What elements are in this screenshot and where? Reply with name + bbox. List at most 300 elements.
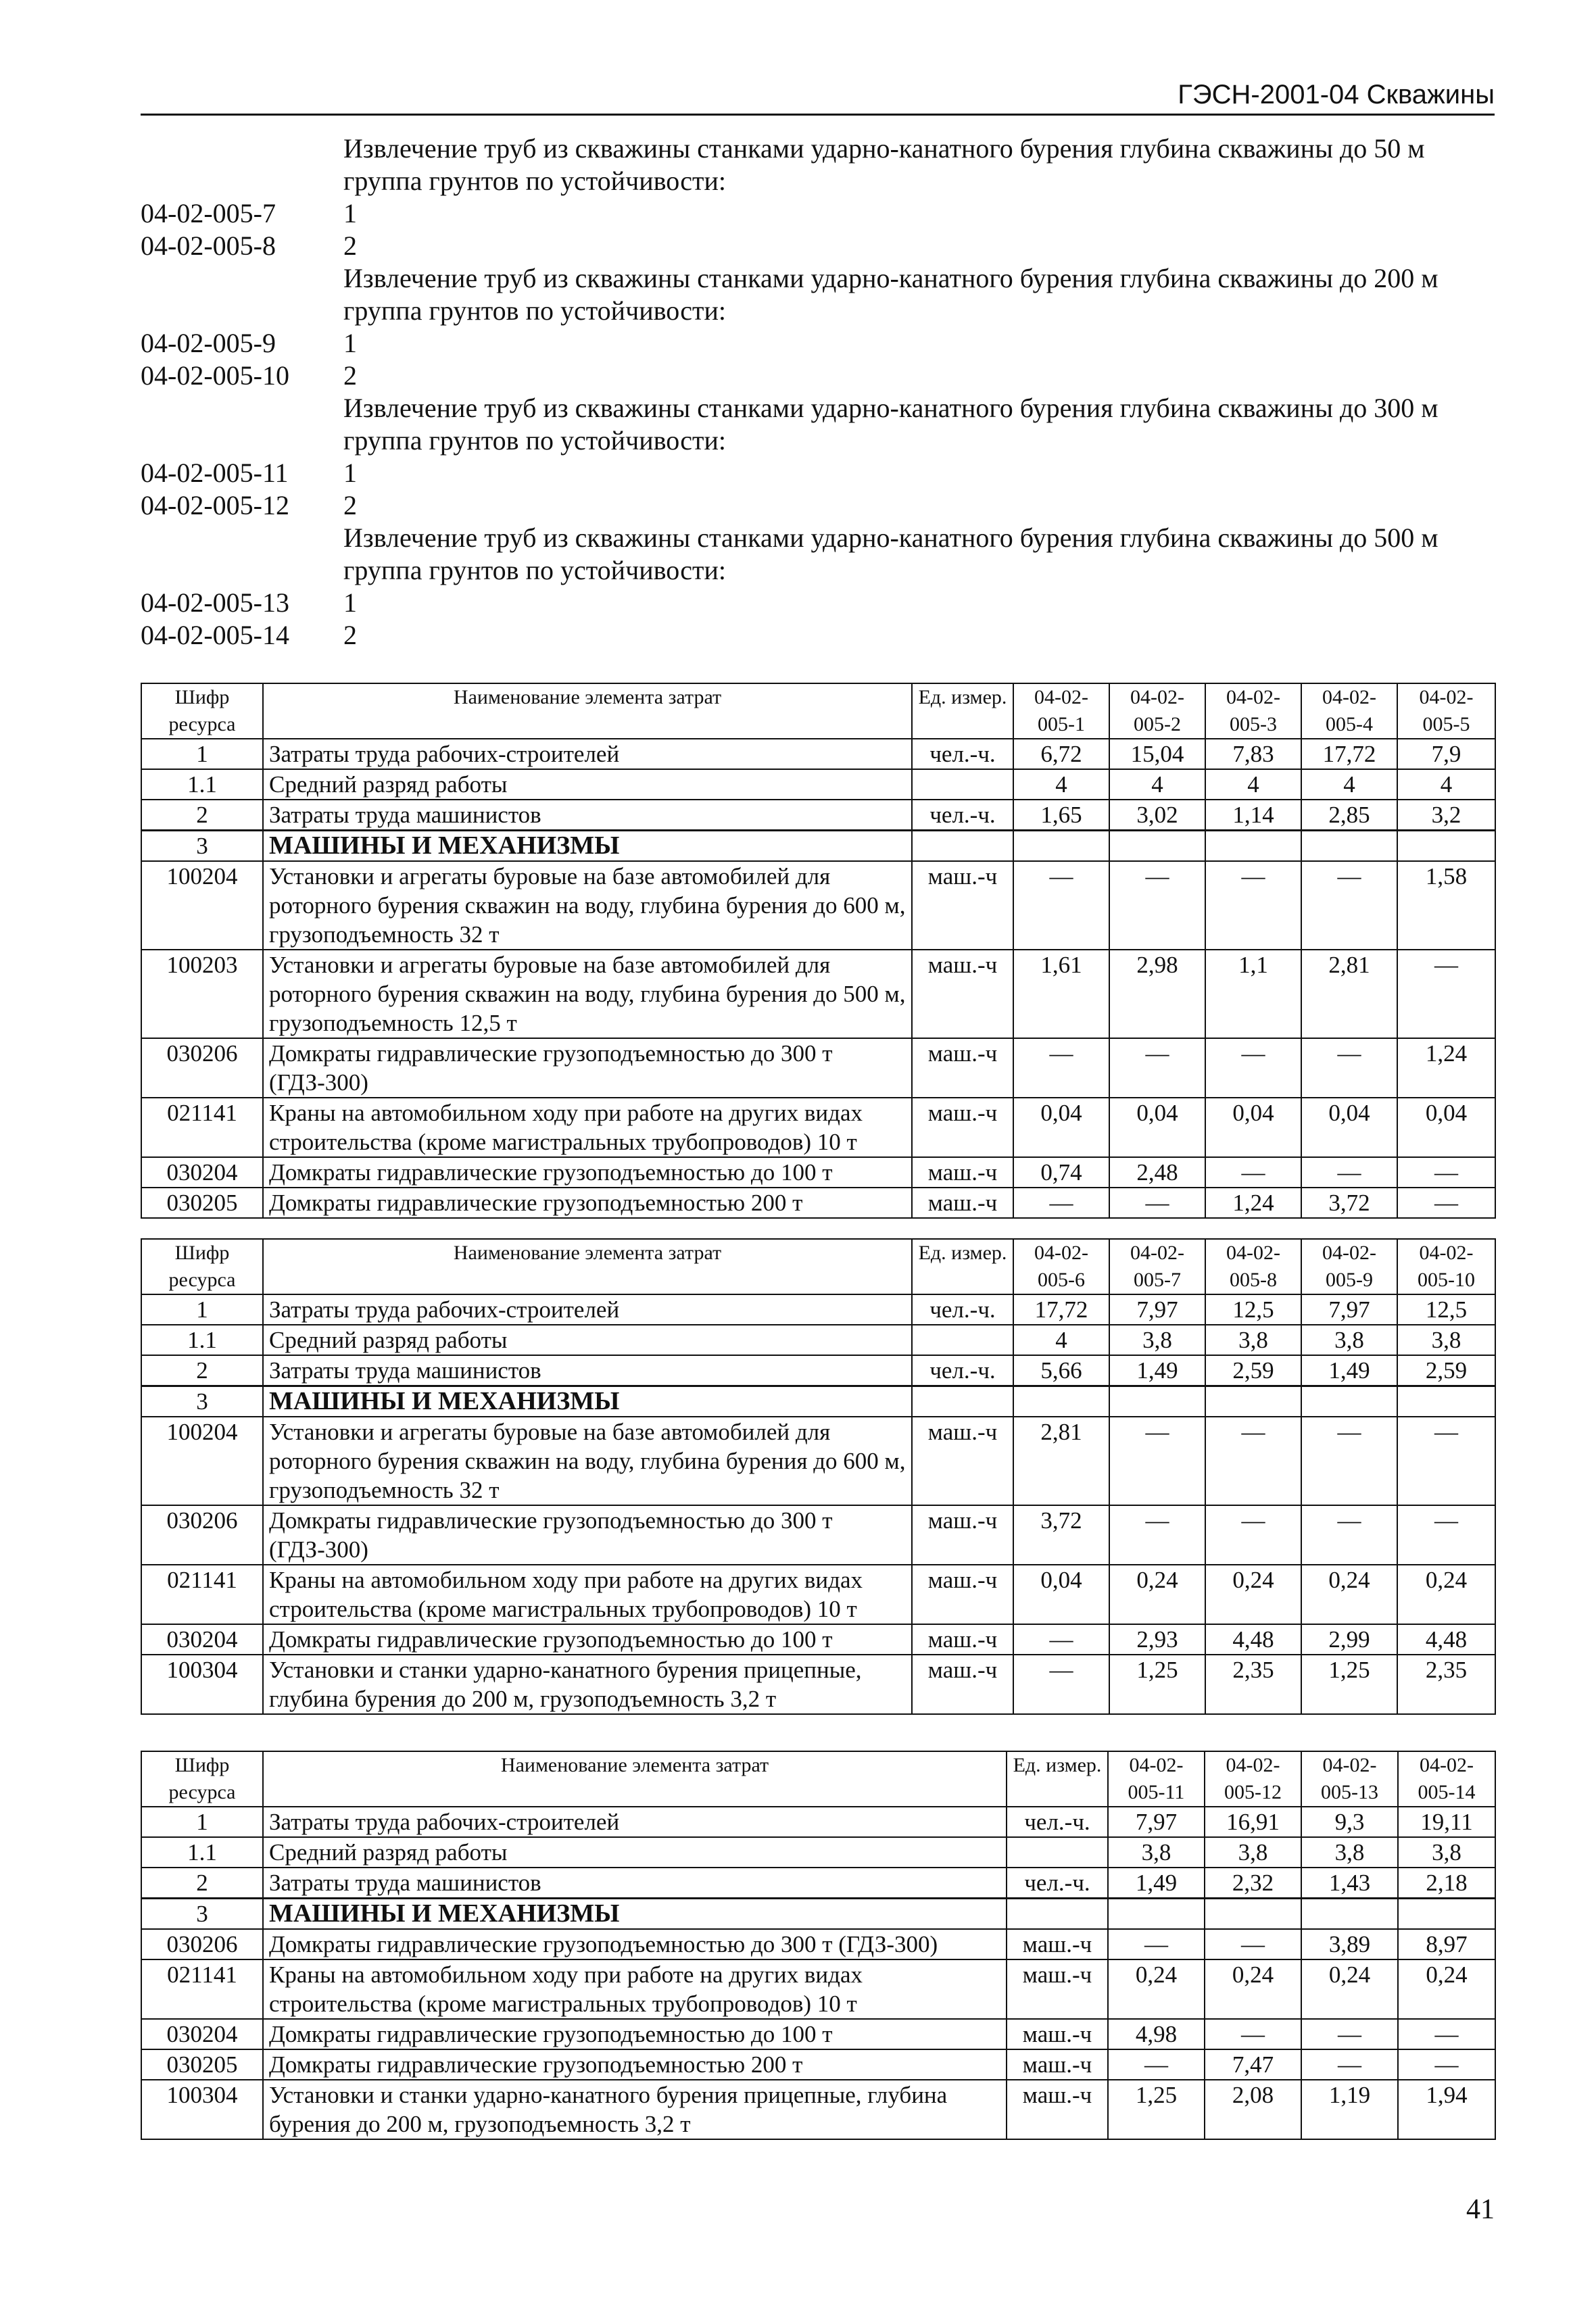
header-col: 04-02-005-14 xyxy=(1398,1751,1495,1807)
value-cell: 17,72 xyxy=(1013,1294,1109,1325)
value-cell: 0,24 xyxy=(1108,1959,1205,2019)
value-cell xyxy=(1013,831,1109,862)
resource-name: Затраты труда машинистов xyxy=(263,1355,912,1386)
table-row xyxy=(141,1929,1495,1959)
value-cell xyxy=(1397,1386,1495,1417)
resource-name: Домкраты гидравлические грузоподъемностью до 100 т xyxy=(263,1624,912,1655)
table-row xyxy=(141,1868,1495,1899)
value-cell: 2,99 xyxy=(1301,1624,1397,1655)
table-row xyxy=(141,1325,1495,1355)
resource-name: Краны на автомобильном ходу при работе на других видах строительства (кроме магистральных трубопроводов) 10 т xyxy=(263,1098,912,1157)
resource-name: Домкраты гидравлические грузоподъемностью 200 т xyxy=(263,2049,1007,2080)
value-cell: 6,72 xyxy=(1013,739,1109,769)
value-cell: 0,24 xyxy=(1301,1959,1398,2019)
section-title: МАШИНЫ И МЕХАНИЗМЫ xyxy=(263,1386,912,1417)
unit-cell: маш.-ч xyxy=(1007,2049,1108,2080)
value-cell: — xyxy=(1013,861,1109,950)
section-title: МАШИНЫ И МЕХАНИЗМЫ xyxy=(263,831,912,862)
unit-cell: маш.-ч xyxy=(1007,2080,1108,2139)
resource-name: Затраты труда машинистов xyxy=(263,800,912,831)
value-cell xyxy=(1205,1899,1301,1930)
page-number: 41 xyxy=(1466,2194,1495,2225)
value-cell: 7,47 xyxy=(1205,2049,1301,2080)
value-cell: 0,04 xyxy=(1013,1565,1109,1624)
resource-name: Средний разряд работы xyxy=(263,1837,1007,1868)
header-col: 04-02-005-8 xyxy=(1205,1239,1301,1294)
value-cell: 4 xyxy=(1397,769,1495,800)
header-unit: Ед. измер. xyxy=(1007,1751,1108,1807)
resource-code: 030205 xyxy=(141,2049,263,2080)
header-col: 04-02-005-10 xyxy=(1397,1239,1495,1294)
header-col: 04-02-005-3 xyxy=(1205,683,1301,739)
value-cell: — xyxy=(1013,1188,1109,1218)
table-row xyxy=(141,950,1495,1038)
value-cell: — xyxy=(1108,1929,1205,1959)
table-row xyxy=(141,1899,1495,1930)
value-cell: — xyxy=(1301,1417,1397,1505)
value-cell: 2,08 xyxy=(1205,2080,1301,2139)
value-cell: 1,49 xyxy=(1108,1868,1205,1899)
resource-name: Установки и агрегаты буровые на базе автомобилей для роторного бурения скважин на воду, глубина бурения до 600 м, грузоподъемность 32 т xyxy=(263,861,912,950)
resource-code: 2 xyxy=(141,1355,263,1386)
value-cell: 0,24 xyxy=(1205,1959,1301,2019)
resource-name: Домкраты гидравлические грузоподъемностью до 100 т xyxy=(263,1157,912,1188)
resource-code: 1.1 xyxy=(141,1837,263,1868)
value-cell: 2,81 xyxy=(1301,950,1397,1038)
resource-table-3 xyxy=(141,1751,1496,2140)
value-cell: 1,25 xyxy=(1109,1655,1205,1714)
resource-name: Установки и станки ударно-канатного бурения прицепные, глубина бурения до 200 м, грузоподъемность 3,2 т xyxy=(263,1655,912,1714)
resource-code: 030206 xyxy=(141,1505,263,1565)
value-cell xyxy=(1205,831,1301,862)
value-cell: 0,04 xyxy=(1205,1098,1301,1157)
resource-code: 021141 xyxy=(141,1959,263,2019)
resource-table-1 xyxy=(141,683,1496,1219)
value-cell: 1,14 xyxy=(1205,800,1301,831)
value-cell: — xyxy=(1397,950,1495,1038)
header-col: 04-02-005-9 xyxy=(1301,1239,1397,1294)
resource-code: 021141 xyxy=(141,1098,263,1157)
table-row xyxy=(141,2019,1495,2049)
value-cell: 1,61 xyxy=(1013,950,1109,1038)
norm-code: 04-02-005-11 xyxy=(141,458,289,488)
resource-code: 100304 xyxy=(141,2080,263,2139)
table-row xyxy=(141,831,1495,862)
list-heading: группа грунтов по устойчивости: xyxy=(343,425,726,456)
value-cell: 3,8 xyxy=(1397,1325,1495,1355)
soil-group: 2 xyxy=(343,490,357,520)
list-item xyxy=(141,327,1493,360)
soil-group: 2 xyxy=(343,360,357,391)
resource-name: Затраты труда рабочих-строителей xyxy=(263,739,912,769)
soil-group: 2 xyxy=(343,620,357,650)
unit-cell: маш.-ч xyxy=(912,1505,1013,1565)
header-rule xyxy=(141,114,1495,116)
unit-cell: чел.-ч. xyxy=(912,800,1013,831)
table-row xyxy=(141,1355,1495,1386)
table-row xyxy=(141,739,1495,769)
soil-group: 1 xyxy=(343,587,357,618)
page-header-title: ГЭСН-2001-04 Скважины xyxy=(1178,80,1495,109)
norm-code: 04-02-005-12 xyxy=(141,490,289,520)
value-cell: 0,04 xyxy=(1013,1098,1109,1157)
table-row xyxy=(141,1837,1495,1868)
value-cell: 4 xyxy=(1013,769,1109,800)
value-cell: 9,3 xyxy=(1301,1807,1398,1837)
value-cell xyxy=(1398,1899,1495,1930)
norm-code: 04-02-005-13 xyxy=(141,587,289,618)
unit-cell: чел.-ч. xyxy=(1007,1807,1108,1837)
list-heading: Извлечение труб из скважины станками ударно-канатного бурения глубина скважины до 200 м xyxy=(343,263,1438,293)
table-row xyxy=(141,2080,1495,2139)
value-cell: — xyxy=(1205,861,1301,950)
unit-cell: чел.-ч. xyxy=(912,739,1013,769)
value-cell: 16,91 xyxy=(1205,1807,1301,1837)
value-cell: — xyxy=(1108,2049,1205,2080)
value-cell: 2,59 xyxy=(1397,1355,1495,1386)
value-cell xyxy=(1109,831,1205,862)
value-cell: 0,74 xyxy=(1013,1157,1109,1188)
value-cell: 8,97 xyxy=(1398,1929,1495,1959)
value-cell: 2,35 xyxy=(1205,1655,1301,1714)
header-name: Наименование элемента затрат xyxy=(263,683,912,739)
value-cell: — xyxy=(1109,861,1205,950)
value-cell: 7,9 xyxy=(1397,739,1495,769)
value-cell: 1,43 xyxy=(1301,1868,1398,1899)
soil-group: 1 xyxy=(343,328,357,358)
table-row xyxy=(141,1505,1495,1565)
resource-code: 1 xyxy=(141,1294,263,1325)
value-cell: — xyxy=(1398,2019,1495,2049)
header-col: 04-02-005-7 xyxy=(1109,1239,1205,1294)
unit-cell xyxy=(1007,1899,1108,1930)
header-unit: Ед. измер. xyxy=(912,1239,1013,1294)
table-row xyxy=(141,1959,1495,2019)
value-cell: — xyxy=(1301,861,1397,950)
value-cell xyxy=(1301,1899,1398,1930)
value-cell xyxy=(1301,1386,1397,1417)
table-row xyxy=(141,1294,1495,1325)
resource-table-2 xyxy=(141,1238,1496,1715)
header-col: 04-02-005-2 xyxy=(1109,683,1205,739)
table-row xyxy=(141,1807,1495,1837)
norm-code: 04-02-005-7 xyxy=(141,198,276,228)
value-cell: 4 xyxy=(1205,769,1301,800)
value-cell: — xyxy=(1109,1188,1205,1218)
value-cell: 3,8 xyxy=(1108,1837,1205,1868)
value-cell: 1,49 xyxy=(1301,1355,1397,1386)
table-row xyxy=(141,800,1495,831)
unit-cell xyxy=(912,1325,1013,1355)
list-item xyxy=(141,457,1493,489)
value-cell xyxy=(1301,831,1397,862)
list-heading: группа грунтов по устойчивости: xyxy=(343,295,726,326)
value-cell: — xyxy=(1109,1038,1205,1098)
list-item xyxy=(141,619,1493,652)
norm-code: 04-02-005-14 xyxy=(141,620,289,650)
unit-cell xyxy=(912,769,1013,800)
value-cell: 3,02 xyxy=(1109,800,1205,831)
value-cell: 1,25 xyxy=(1301,1655,1397,1714)
table-row xyxy=(141,1038,1495,1098)
resource-name: Затраты труда машинистов xyxy=(263,1868,1007,1899)
resource-code: 1 xyxy=(141,739,263,769)
resource-name: Домкраты гидравлические грузоподъемностью до 300 т (ГДЗ-300) xyxy=(263,1505,912,1565)
value-cell: 0,04 xyxy=(1397,1098,1495,1157)
value-cell: 2,98 xyxy=(1109,950,1205,1038)
unit-cell xyxy=(912,831,1013,862)
value-cell: 4,48 xyxy=(1397,1624,1495,1655)
value-cell: — xyxy=(1205,1157,1301,1188)
value-cell: — xyxy=(1205,1038,1301,1098)
value-cell: 3,8 xyxy=(1205,1325,1301,1355)
value-cell: — xyxy=(1205,1929,1301,1959)
value-cell: 17,72 xyxy=(1301,739,1397,769)
unit-cell: маш.-ч xyxy=(912,950,1013,1038)
value-cell: 7,97 xyxy=(1108,1807,1205,1837)
value-cell: — xyxy=(1013,1624,1109,1655)
value-cell: 4 xyxy=(1301,769,1397,800)
norm-code: 04-02-005-8 xyxy=(141,230,276,261)
resource-code: 100204 xyxy=(141,1417,263,1505)
value-cell: 0,24 xyxy=(1398,1959,1495,2019)
header-col: 04-02-005-1 xyxy=(1013,683,1109,739)
value-cell: 7,97 xyxy=(1109,1294,1205,1325)
list-item xyxy=(141,230,1493,262)
resource-name: Домкраты гидравлические грузоподъемностью до 300 т (ГДЗ-300) xyxy=(263,1038,912,1098)
norm-code: 04-02-005-9 xyxy=(141,328,276,358)
resource-name: Домкраты гидравлические грузоподъемностью до 300 т (ГДЗ-300) xyxy=(263,1929,1007,1959)
resource-name: Домкраты гидравлические грузоподъемностью 200 т xyxy=(263,1188,912,1218)
table-row xyxy=(141,1624,1495,1655)
resource-code: 030204 xyxy=(141,2019,263,2049)
value-cell: — xyxy=(1205,1505,1301,1565)
value-cell xyxy=(1109,1386,1205,1417)
table-row xyxy=(141,2049,1495,2080)
resource-name: Средний разряд работы xyxy=(263,769,912,800)
unit-cell: маш.-ч xyxy=(912,1565,1013,1624)
resource-code: 100203 xyxy=(141,950,263,1038)
table-row xyxy=(141,861,1495,950)
value-cell: — xyxy=(1301,1157,1397,1188)
value-cell: — xyxy=(1013,1655,1109,1714)
resource-name: Средний разряд работы xyxy=(263,1325,912,1355)
value-cell: 15,04 xyxy=(1109,739,1205,769)
header-code: Шифр ресурса xyxy=(141,1239,263,1294)
value-cell: — xyxy=(1109,1505,1205,1565)
table-row xyxy=(141,1386,1495,1417)
norm-code-list xyxy=(141,132,1493,652)
header-col: 04-02-005-12 xyxy=(1205,1751,1301,1807)
list-heading: Извлечение труб из скважины станками ударно-канатного бурения глубина скважины до 300 м xyxy=(343,393,1438,423)
unit-cell: чел.-ч. xyxy=(1007,1868,1108,1899)
unit-cell: маш.-ч xyxy=(912,1098,1013,1157)
unit-cell: маш.-ч xyxy=(1007,1959,1108,2019)
unit-cell: маш.-ч xyxy=(912,1188,1013,1218)
list-heading: группа грунтов по устойчивости: xyxy=(343,166,726,196)
resource-name: Затраты труда рабочих-строителей xyxy=(263,1807,1007,1837)
value-cell: 0,24 xyxy=(1301,1565,1397,1624)
value-cell: 1,25 xyxy=(1108,2080,1205,2139)
value-cell: — xyxy=(1398,2049,1495,2080)
value-cell: — xyxy=(1301,2019,1398,2049)
resource-code: 100204 xyxy=(141,861,263,950)
header-unit: Ед. измер. xyxy=(912,683,1013,739)
table-row xyxy=(141,1188,1495,1218)
resource-code: 030206 xyxy=(141,1038,263,1098)
unit-cell: маш.-ч xyxy=(912,861,1013,950)
value-cell: 1,49 xyxy=(1109,1355,1205,1386)
value-cell: — xyxy=(1397,1505,1495,1565)
value-cell: 1,19 xyxy=(1301,2080,1398,2139)
table-row xyxy=(141,1417,1495,1505)
value-cell: — xyxy=(1205,1417,1301,1505)
value-cell: — xyxy=(1109,1417,1205,1505)
header-code: Шифр ресурса xyxy=(141,1751,263,1807)
value-cell: 4 xyxy=(1109,769,1205,800)
header-col: 04-02-005-11 xyxy=(1108,1751,1205,1807)
list-heading: Извлечение труб из скважины станками ударно-канатного бурения глубина скважины до 50 м xyxy=(343,133,1425,164)
value-cell: 1,94 xyxy=(1398,2080,1495,2139)
resource-code: 030206 xyxy=(141,1929,263,1959)
resource-code: 030204 xyxy=(141,1157,263,1188)
header-code: Шифр ресурса xyxy=(141,683,263,739)
value-cell: 3,2 xyxy=(1397,800,1495,831)
value-cell: 2,35 xyxy=(1397,1655,1495,1714)
value-cell: 0,04 xyxy=(1301,1098,1397,1157)
table-row xyxy=(141,1655,1495,1714)
unit-cell: маш.-ч xyxy=(912,1157,1013,1188)
unit-cell: маш.-ч xyxy=(912,1624,1013,1655)
header-name: Наименование элемента затрат xyxy=(263,1751,1007,1807)
value-cell xyxy=(1013,1386,1109,1417)
resource-name: Затраты труда рабочих-строителей xyxy=(263,1294,912,1325)
value-cell: — xyxy=(1397,1157,1495,1188)
value-cell: 0,24 xyxy=(1397,1565,1495,1624)
resource-code: 030204 xyxy=(141,1624,263,1655)
norm-code: 04-02-005-10 xyxy=(141,360,289,391)
value-cell: 7,97 xyxy=(1301,1294,1397,1325)
value-cell: 4,48 xyxy=(1205,1624,1301,1655)
value-cell: — xyxy=(1301,2049,1398,2080)
soil-group: 2 xyxy=(343,230,357,261)
soil-group: 1 xyxy=(343,198,357,228)
table-row xyxy=(141,769,1495,800)
list-item xyxy=(141,197,1493,230)
resource-name: Домкраты гидравлические грузоподъемностью до 100 т xyxy=(263,2019,1007,2049)
value-cell: 3,72 xyxy=(1301,1188,1397,1218)
value-cell: — xyxy=(1301,1505,1397,1565)
value-cell: 2,59 xyxy=(1205,1355,1301,1386)
value-cell: 3,72 xyxy=(1013,1505,1109,1565)
list-heading: группа грунтов по устойчивости: xyxy=(343,555,726,585)
value-cell xyxy=(1205,1386,1301,1417)
unit-cell: маш.-ч xyxy=(912,1038,1013,1098)
value-cell: 1,24 xyxy=(1205,1188,1301,1218)
value-cell: 2,93 xyxy=(1109,1624,1205,1655)
resource-code: 3 xyxy=(141,1899,263,1930)
list-heading: Извлечение труб из скважины станками ударно-канатного бурения глубина скважины до 500 м xyxy=(343,522,1438,553)
unit-cell: чел.-ч. xyxy=(912,1355,1013,1386)
resource-name: Установки и станки ударно-канатного бурения прицепные, глубина бурения до 200 м, грузоподъемность 3,2 т xyxy=(263,2080,1007,2139)
resource-code: 2 xyxy=(141,1868,263,1899)
value-cell: 2,48 xyxy=(1109,1157,1205,1188)
value-cell: 19,11 xyxy=(1398,1807,1495,1837)
header-col: 04-02-005-13 xyxy=(1301,1751,1398,1807)
value-cell: — xyxy=(1205,2019,1301,2049)
table-row xyxy=(141,1098,1495,1157)
unit-cell: маш.-ч xyxy=(912,1655,1013,1714)
value-cell: 12,5 xyxy=(1397,1294,1495,1325)
value-cell: 3,8 xyxy=(1109,1325,1205,1355)
list-item xyxy=(141,587,1493,619)
value-cell: 5,66 xyxy=(1013,1355,1109,1386)
value-cell: 7,83 xyxy=(1205,739,1301,769)
resource-code: 2 xyxy=(141,800,263,831)
unit-cell xyxy=(912,1386,1013,1417)
list-item xyxy=(141,360,1493,392)
value-cell: 2,32 xyxy=(1205,1868,1301,1899)
value-cell: 0,24 xyxy=(1205,1565,1301,1624)
value-cell: 0,04 xyxy=(1109,1098,1205,1157)
value-cell: 0,24 xyxy=(1109,1565,1205,1624)
resource-code: 1.1 xyxy=(141,769,263,800)
unit-cell: чел.-ч. xyxy=(912,1294,1013,1325)
value-cell: 2,18 xyxy=(1398,1868,1495,1899)
resource-code: 021141 xyxy=(141,1565,263,1624)
unit-cell xyxy=(1007,1837,1108,1868)
value-cell xyxy=(1397,831,1495,862)
value-cell: 12,5 xyxy=(1205,1294,1301,1325)
unit-cell: маш.-ч xyxy=(912,1417,1013,1505)
unit-cell: маш.-ч xyxy=(1007,2019,1108,2049)
value-cell: 3,89 xyxy=(1301,1929,1398,1959)
resource-code: 3 xyxy=(141,831,263,862)
table-row xyxy=(141,1157,1495,1188)
resource-code: 3 xyxy=(141,1386,263,1417)
resource-code: 1.1 xyxy=(141,1325,263,1355)
value-cell: 3,8 xyxy=(1205,1837,1301,1868)
table-row xyxy=(141,1565,1495,1624)
value-cell: — xyxy=(1301,1038,1397,1098)
header-name: Наименование элемента затрат xyxy=(263,1239,912,1294)
value-cell: 4 xyxy=(1013,1325,1109,1355)
value-cell: 1,65 xyxy=(1013,800,1109,831)
resource-name: Краны на автомобильном ходу при работе на других видах строительства (кроме магистральных трубопроводов) 10 т xyxy=(263,1959,1007,2019)
resource-name: Установки и агрегаты буровые на базе автомобилей для роторного бурения скважин на воду, глубина бурения до 500 м, грузоподъемность 12,5 т xyxy=(263,950,912,1038)
value-cell: 4,98 xyxy=(1108,2019,1205,2049)
value-cell xyxy=(1108,1899,1205,1930)
value-cell: 3,8 xyxy=(1301,1837,1398,1868)
value-cell: 1,24 xyxy=(1397,1038,1495,1098)
value-cell: — xyxy=(1397,1417,1495,1505)
value-cell: 2,85 xyxy=(1301,800,1397,831)
section-title: МАШИНЫ И МЕХАНИЗМЫ xyxy=(263,1899,1007,1930)
resource-code: 1 xyxy=(141,1807,263,1837)
value-cell: — xyxy=(1397,1188,1495,1218)
resource-code: 100304 xyxy=(141,1655,263,1714)
list-item xyxy=(141,489,1493,522)
header-col: 04-02-005-6 xyxy=(1013,1239,1109,1294)
header-col: 04-02-005-5 xyxy=(1397,683,1495,739)
value-cell: 1,1 xyxy=(1205,950,1301,1038)
soil-group: 1 xyxy=(343,458,357,488)
value-cell: 3,8 xyxy=(1301,1325,1397,1355)
value-cell: 1,58 xyxy=(1397,861,1495,950)
value-cell: 3,8 xyxy=(1398,1837,1495,1868)
header-col: 04-02-005-4 xyxy=(1301,683,1397,739)
value-cell: — xyxy=(1013,1038,1109,1098)
